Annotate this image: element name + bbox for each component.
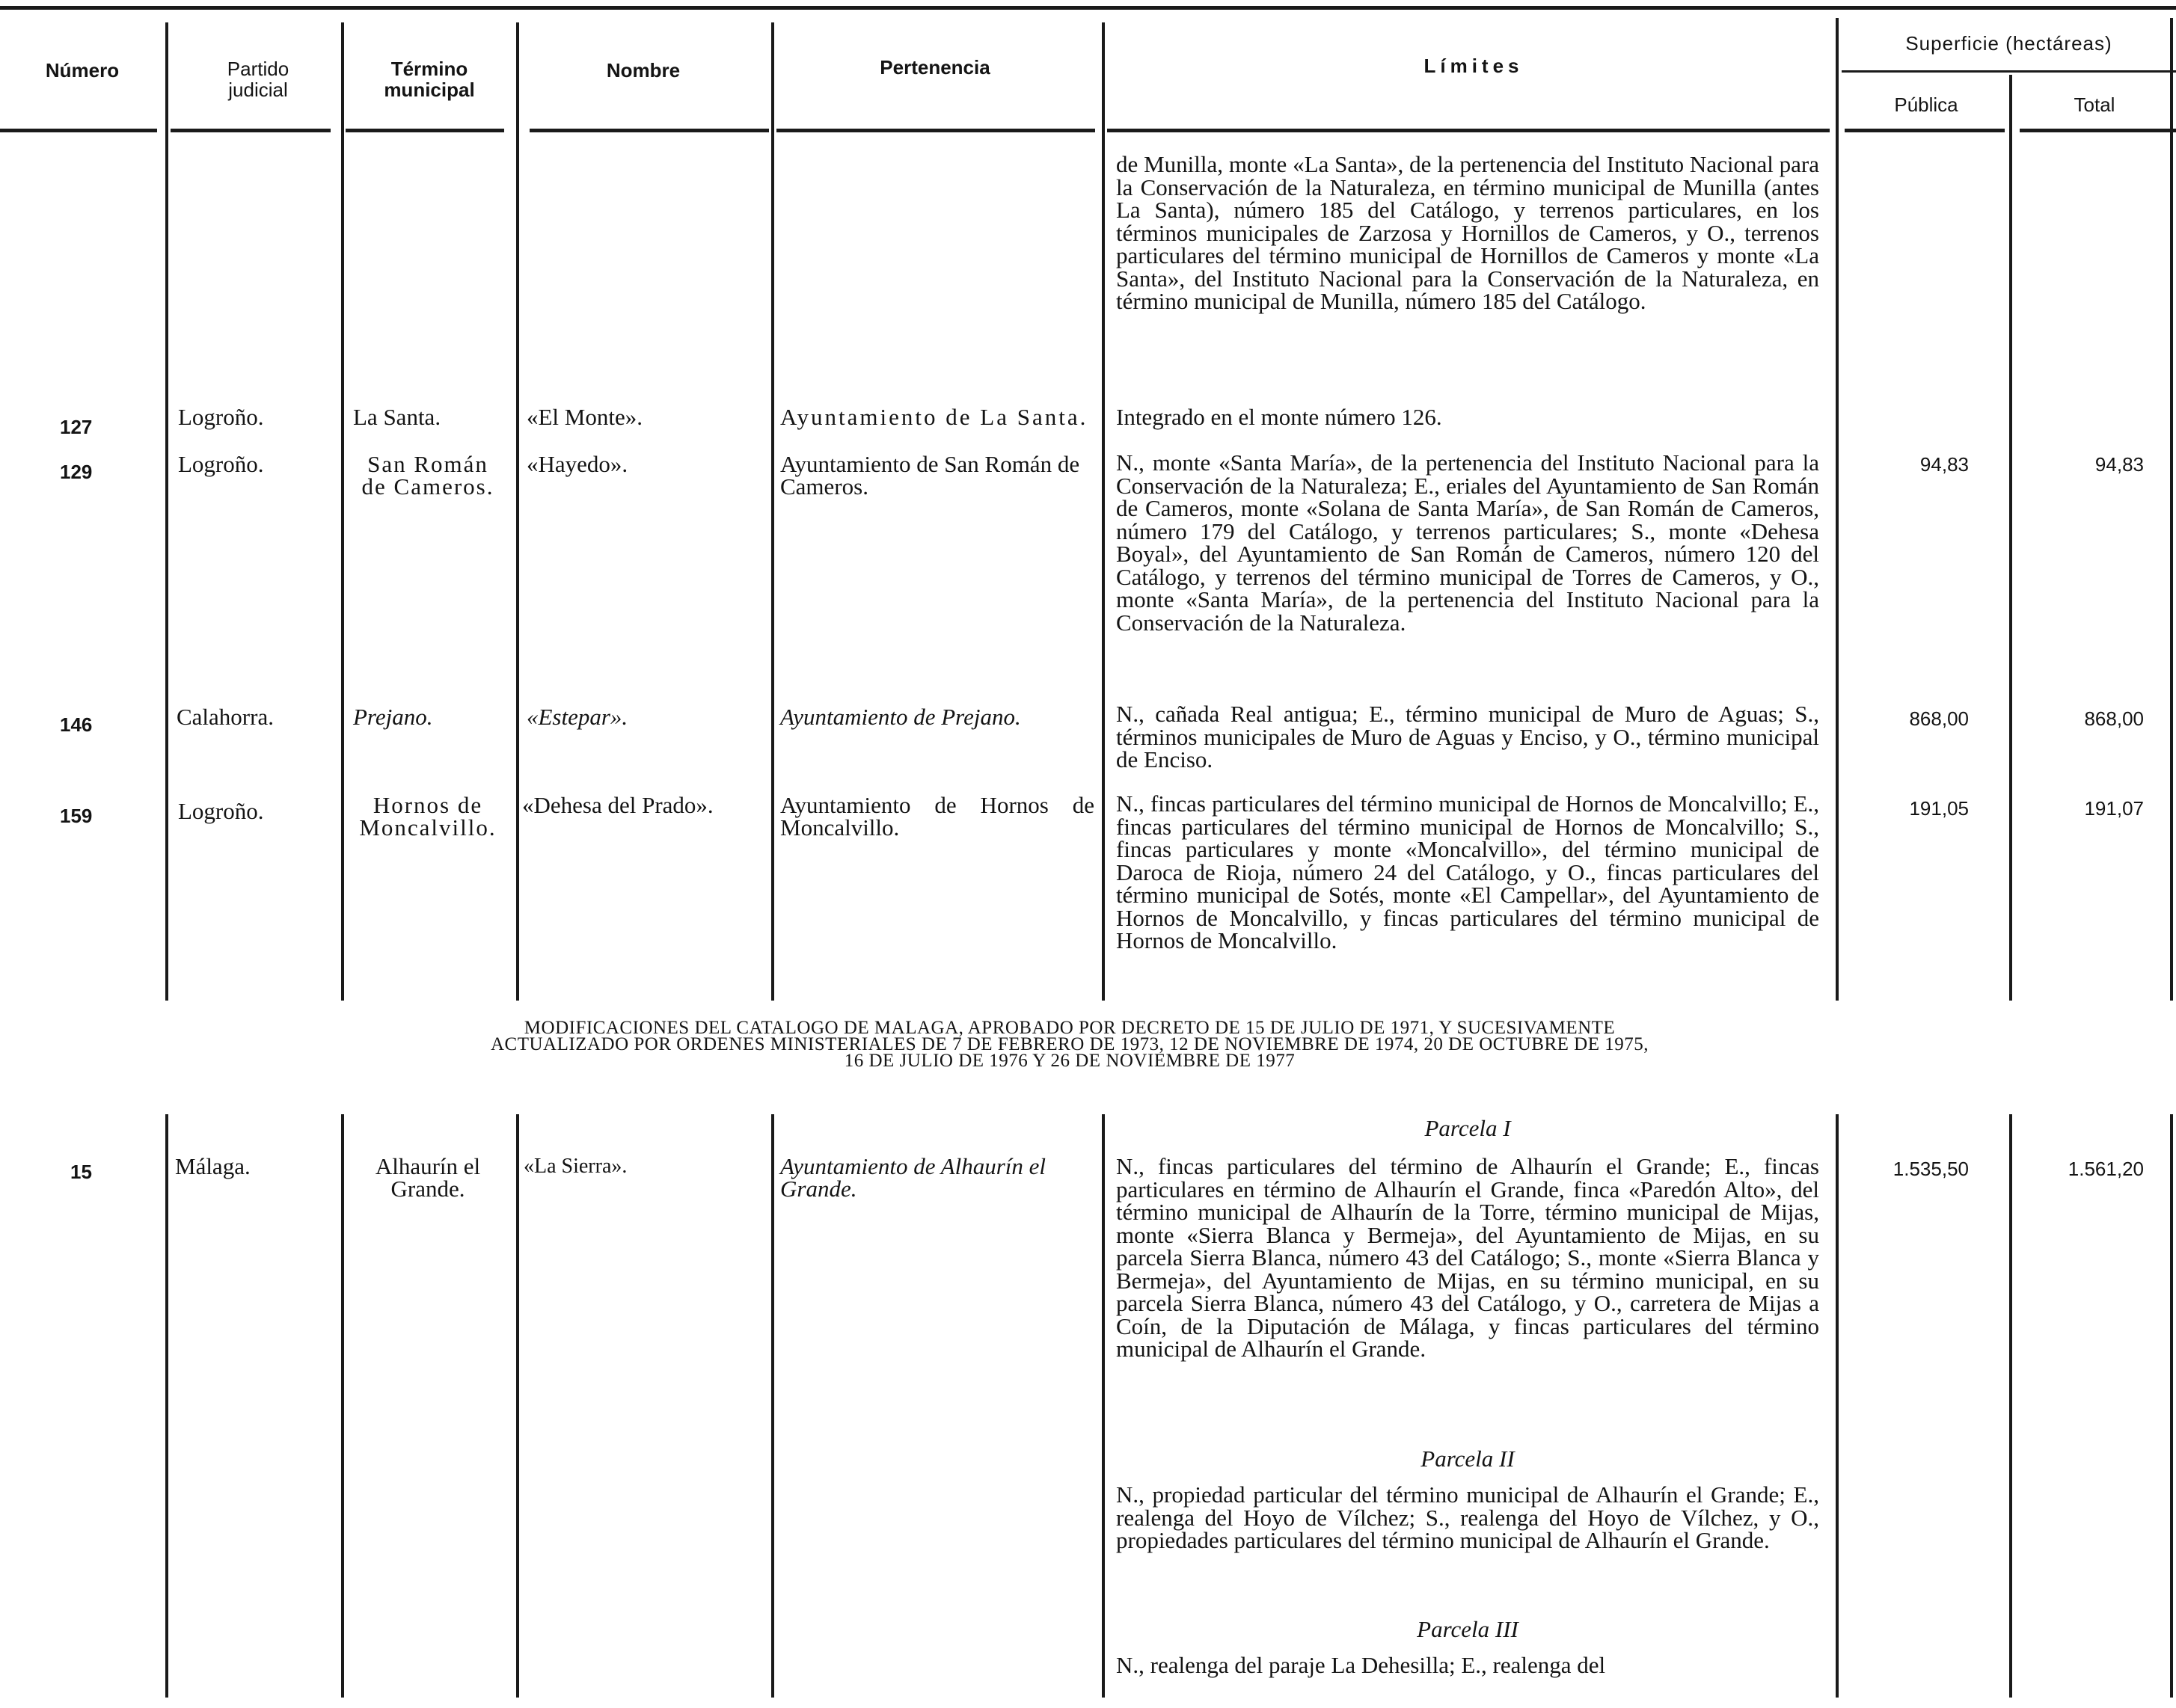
col-divider-lower-5	[1102, 1114, 1105, 1698]
row-15-pertenencia: Ayuntamiento de Alhaurín el Grande.	[780, 1153, 1046, 1202]
row-127-termino: La Santa.	[353, 404, 441, 430]
row-146-termino: Prejano.	[353, 704, 433, 730]
row-15-total: 1.561,20	[2068, 1158, 2144, 1180]
top-rule	[0, 6, 2176, 10]
header-bottom-rule-nombre	[530, 129, 769, 132]
row-127-pertenencia: Ayuntamiento de La Santa.	[780, 404, 1088, 430]
col-divider-lower-3	[516, 1114, 519, 1698]
row-159-publica: 191,05	[1909, 797, 1969, 820]
col-divider-1	[165, 22, 168, 1001]
header-pertenencia: Pertenencia	[880, 56, 990, 79]
row-127-partido: Logroño.	[178, 404, 264, 430]
row-146-limites: N., cañada Real antigua; E., término municipal de Muro de Aguas; S., términos municipales de Muro de Aguas y Enciso, y O., término municipal de Enciso.	[1116, 701, 1819, 772]
col-divider-lower-2	[341, 1114, 344, 1698]
row-159-nombre: «Dehesa del Prado».	[522, 792, 714, 818]
header-limites: Límites	[1423, 55, 1524, 77]
row-146-numero: 146	[60, 713, 93, 736]
col-divider-2	[341, 22, 344, 1001]
header-superficie: Superficie (hectáreas)	[1905, 32, 2112, 55]
parcela-iii-limites: N., realenga del paraje La Dehesilla; E., realenga del	[1116, 1652, 1606, 1678]
col-divider-4	[771, 22, 774, 1001]
header-numero: Número	[45, 59, 120, 82]
col-divider-5	[1102, 22, 1105, 1001]
col-divider-8	[2170, 18, 2173, 1001]
parcela-ii-title: Parcela II	[1420, 1446, 1515, 1472]
row-127-limites: Integrado en el monte número 126.	[1116, 404, 1442, 430]
row-129-nombre: «Hayedo».	[527, 451, 628, 477]
row-146-total: 868,00	[2084, 707, 2144, 730]
row-15-partido: Málaga.	[175, 1153, 251, 1179]
row-15-publica: 1.535,50	[1892, 1158, 1969, 1180]
parcela-i-title: Parcela I	[1424, 1115, 1511, 1141]
col-divider-6	[1836, 18, 1839, 1001]
row-15-nombre: «La Sierra».	[524, 1155, 628, 1178]
header-nombre: Nombre	[606, 59, 681, 82]
col-divider-lower-6	[1836, 1114, 1839, 1698]
row-127-nombre: «El Monte».	[527, 404, 643, 430]
row-159-pertenencia: Ayuntamiento de Hornos de Moncalvillo.	[780, 792, 1094, 841]
row-159-limites: N., fincas particulares del término municipal de Hornos de Moncalvillo; E., fincas particulares del término municipal de Hornos de Moncalvillo; S., fincas particulares y monte «Moncalvillo», del término municipal de Daroca de Rioja, número 24 del Catálogo, y O., fincas particulares del término municipal de Sotés, monte «El Campellar», del Ayuntamiento de Hornos de Moncalvillo, y fincas particulares del término municipal de Hornos de Moncalvillo.	[1116, 790, 1819, 953]
parcela-ii-limites: N., propiedad particular del término municipal de Alhaurín el Grande; E., realenga del Hoyo de Vílchez; S., realenga del Hoyo de Vílchez, y O., propiedades particulares del término municipal de Alhaurín el Grande.	[1116, 1481, 1819, 1553]
row-129-partido: Logroño.	[178, 451, 264, 477]
header-partido-judicial: Partido judicial	[227, 58, 289, 101]
header-bottom-rule-partido	[171, 129, 331, 132]
row-146-partido: Calahorra.	[177, 704, 274, 730]
parcela-iii-title: Parcela III	[1417, 1616, 1518, 1642]
row-129-publica: 94,83	[1919, 453, 1969, 476]
header-bottom-rule-limites	[1107, 129, 1830, 132]
row-127-numero: 127	[60, 416, 93, 438]
col-divider-lower-7	[2009, 1114, 2012, 1698]
row-159-total: 191,07	[2084, 797, 2144, 820]
header-bottom-rule-pertenencia	[776, 129, 1095, 132]
header-publica: Pública	[1894, 93, 1958, 116]
header-bottom-rule-publica	[1845, 129, 2005, 132]
row-159-partido: Logroño.	[178, 798, 264, 824]
col-divider-7	[2009, 75, 2012, 1001]
header-termino-municipal: Término municipal	[384, 58, 475, 101]
row-159-numero: 159	[60, 805, 93, 827]
row-129-total: 94,83	[2094, 453, 2144, 476]
row-129-numero: 129	[60, 461, 93, 483]
header-bottom-rule-total	[2020, 129, 2176, 132]
row-146-publica: 868,00	[1909, 707, 1969, 730]
row-146-pertenencia: Ayuntamiento de Prejano.	[780, 704, 1021, 730]
row-129-limites: N., monte «Santa María», de la pertenencia del Instituto Nacional para la Conservación de la Naturaleza; E., eriales del Ayuntamiento de San Román de Cameros, monte «Solana de Santa María», de San Román de Cameros, número 179 del Catálogo, y terrenos particulares; S., monte «Dehesa Boyal», del Ayuntamiento de San Román de Cameros, número 120 del Catálogo, y terrenos del término municipal de Torres de Cameros, y O., monte «Santa María», de la pertenencia del Instituto Nacional para la Conservación de la Naturaleza.	[1116, 449, 1819, 636]
header-total: Total	[2074, 93, 2115, 116]
row-129-pertenencia: Ayuntamiento de San Román de Cameros.	[780, 451, 1080, 500]
row-146-nombre: «Estepar».	[527, 704, 628, 730]
row-15-numero: 15	[70, 1161, 92, 1183]
modificaciones-heading: MODIFICACIONES DEL CATALOGO DE MALAGA, APROBADO POR DECRETO DE 15 DE JULIO DE 1971, Y SUCESIVAMENTE ACTUALIZADO POR ORDENES MINISTERIALES DE 7 DE FEBRERO DE 1973, 12 DE NOVIEMBRE DE 1974, 20 DE OCTUBRE DE 1975, 16 DE JULIO DE 1976 Y 26 DE NOVIEMBRE DE 1977	[490, 1018, 1649, 1071]
col-divider-3	[516, 22, 519, 1001]
header-subrule-superficie	[1842, 70, 2176, 73]
col-divider-lower-1	[165, 1114, 168, 1698]
col-divider-lower-8	[2170, 1114, 2173, 1698]
row-15-termino: Alhaurín el Grande.	[375, 1153, 481, 1202]
row-129-termino: San Román de Cameros.	[361, 451, 494, 500]
header-bottom-rule-numero	[0, 129, 157, 132]
col-divider-lower-4	[771, 1114, 774, 1698]
limites-continuation: de Munilla, monte «La Santa», de la pertenencia del Instituto Nacional para la Conservación de la Naturaleza, en término municipal de Munilla (antes La Santa), número 185 del Catálogo, y terrenos particulares, en los términos municipales de Zarzosa y Hornillos de Cameros, y O., terrenos particulares del término municipal de Hornillos de Cameros y monte «La Santa», del Instituto Nacional para la Conservación de la Naturaleza, en término municipal de Munilla, número 185 del Catálogo.	[1116, 151, 1819, 314]
parcela-i-limites: N., fincas particulares del término de Alhaurín el Grande; E., fincas particulares en término de Alhaurín el Grande, finca «Paredón Alto», del término municipal de Alhaurín de la Torre, término municipal de Mijas, monte «Sierra Blanca y Bermeja», del Ayuntamiento de Mijas, en su parcela Sierra Blanca, número 43 del Catálogo; S., monte «Sierra Blanca y Bermeja», del Ayuntamiento de Mijas, en su término municipal, en su parcela Sierra Blanca, número 43 del Catálogo, y O., carretera de Mijas a Coín, de la Diputación de Málaga, y fincas particulares del término municipal de Alhaurín el Grande.	[1116, 1153, 1819, 1362]
header-bottom-rule-termino	[346, 129, 504, 132]
row-159-termino: Hornos de Moncalvillo.	[359, 792, 497, 841]
